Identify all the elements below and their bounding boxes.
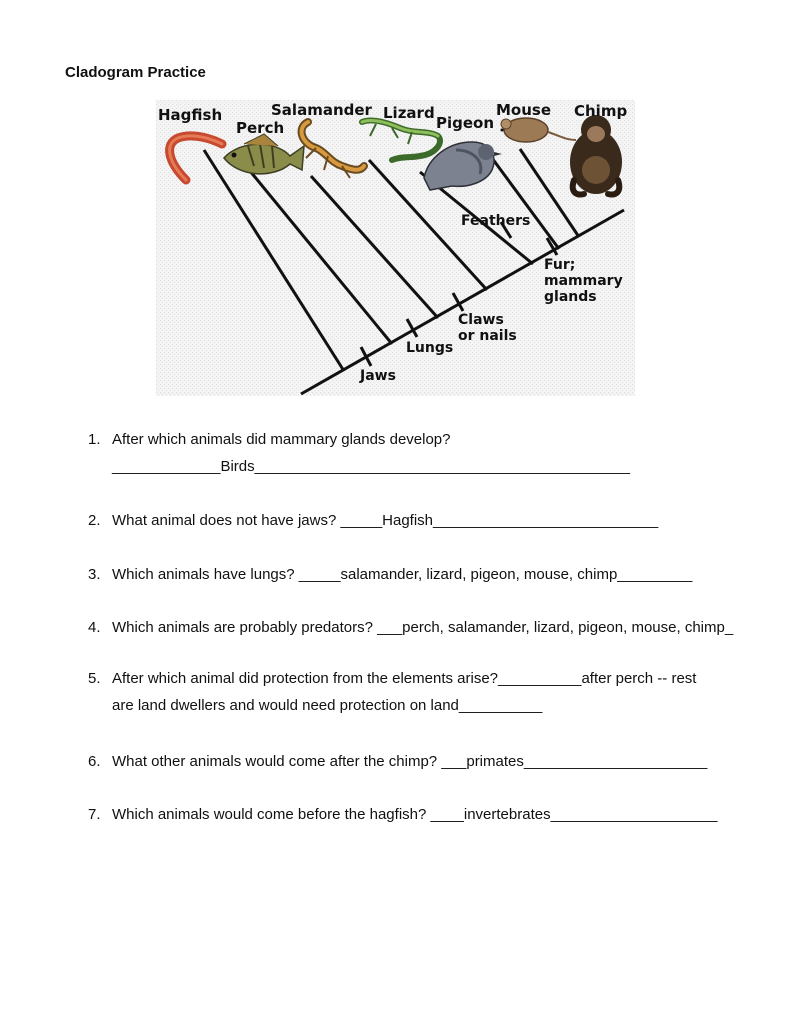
label-chimp: Chimp — [574, 102, 628, 120]
question-number: 3. — [88, 566, 101, 583]
label-lizard: Lizard — [383, 104, 435, 122]
label-pigeon: Pigeon — [436, 114, 495, 132]
cladogram-figure — [156, 100, 635, 396]
label-salamander: Salamander — [271, 101, 372, 119]
question-text: Which animals are probably predators? ___perch, salamander, lizard, pigeon, mouse, chimp_ — [112, 619, 734, 636]
label-mouse: Mouse — [496, 101, 552, 119]
question-text: After which animals did mammary glands develop? — [112, 431, 451, 448]
label-fur-line2: mammary — [544, 273, 623, 289]
label-lungs: Lungs — [406, 340, 454, 356]
label-jaws: Jaws — [360, 368, 396, 384]
question-number: 5. — [88, 670, 101, 687]
question-text: Which animals have lungs? _____salamander, lizard, pigeon, mouse, chimp_________ — [112, 566, 693, 583]
label-feathers: Feathers — [461, 213, 531, 229]
question-text: Which animals would come before the hagfish? ____invertebrates____________________ — [112, 806, 718, 823]
question-text: What animal does not have jaws? _____Hagfish___________________________ — [112, 512, 659, 529]
answer-text: _____________Birds_____________________________________________ — [112, 458, 631, 475]
question-number: 7. — [88, 806, 101, 823]
label-perch: Perch — [236, 119, 285, 137]
label-fur-line1: Fur; — [544, 257, 576, 273]
question-text: After which animal did protection from the elements arise?__________after perch -- rest — [112, 670, 697, 687]
question-number: 4. — [88, 619, 101, 636]
label-fur-line3: glands — [544, 289, 597, 305]
question-number: 1. — [88, 431, 101, 448]
page-title: Cladogram Practice — [65, 64, 206, 81]
figure-background — [156, 100, 635, 396]
question-text: What other animals would come after the chimp? ___primates______________________ — [112, 753, 708, 770]
question-text-continued: are land dwellers and would need protection on land__________ — [112, 697, 543, 714]
label-claws-line2: or nails — [458, 328, 517, 344]
label-claws-line1: Claws — [458, 312, 504, 328]
label-hagfish: Hagfish — [158, 106, 223, 124]
question-number: 2. — [88, 512, 101, 529]
question-number: 6. — [88, 753, 101, 770]
